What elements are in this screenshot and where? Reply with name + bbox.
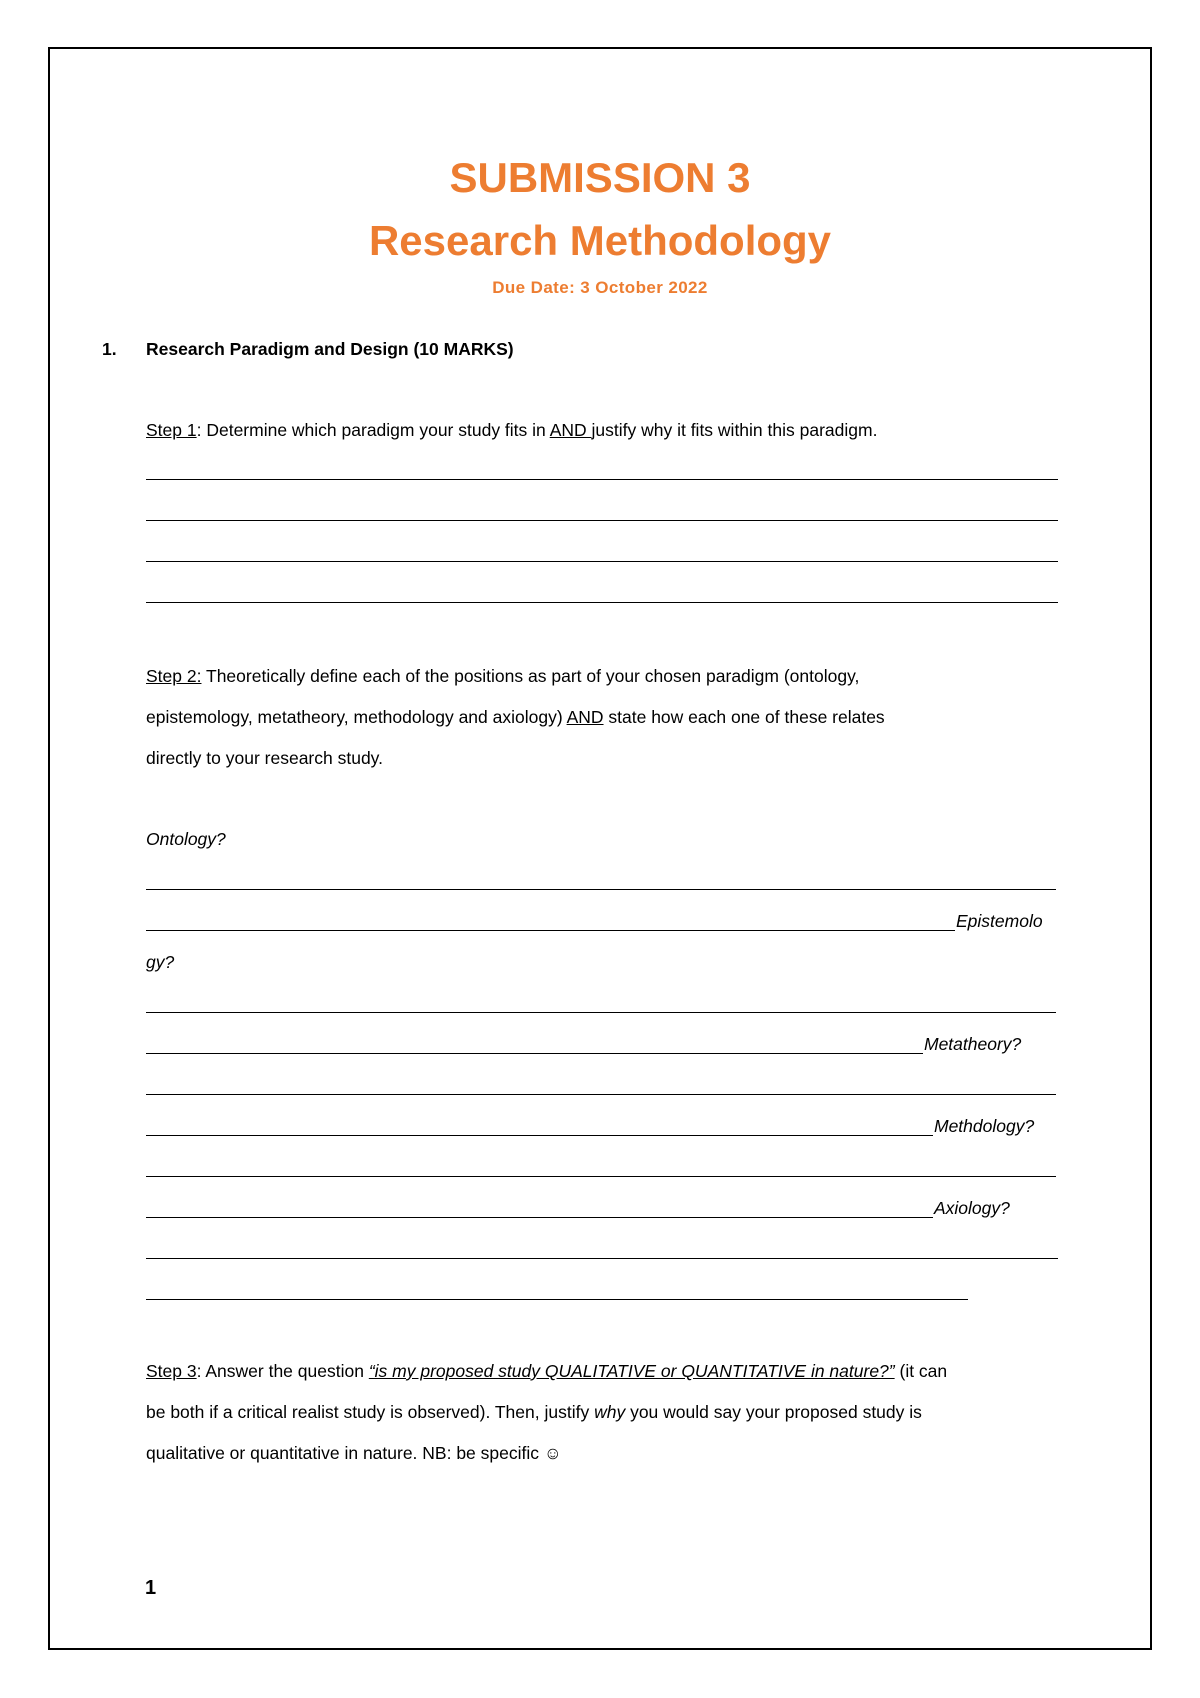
step1-label: Step 1 — [146, 420, 197, 440]
step2-label: Step 2: — [146, 666, 202, 686]
answer-line[interactable] — [146, 479, 1058, 480]
answer-line[interactable] — [146, 1299, 968, 1300]
step2-line3: directly to your research study. — [146, 748, 383, 768]
step1-and: AND — [549, 420, 592, 440]
due-date: Due Date: 3 October 2022 — [492, 278, 708, 297]
step3-text-a: : Answer the question — [196, 1361, 369, 1381]
step1-text-b: justify why it fits within this paradigm. — [591, 420, 878, 440]
step2-text-1: Theoretically define each of the positions as part of your chosen paradigm (ontology, — [201, 666, 860, 686]
answer-line[interactable] — [146, 889, 1056, 890]
ontology-label: Ontology? — [146, 829, 226, 849]
step3-line3: qualitative or quantitative in nature. NB: be specific ☺ — [146, 1443, 562, 1463]
step2-line2 — [146, 705, 885, 729]
answer-line[interactable] — [146, 1176, 1056, 1177]
page-number: 1 — [145, 1577, 157, 1599]
step3-why: why — [594, 1402, 626, 1422]
epistemology-label-b: gy? — [146, 952, 175, 972]
answer-line[interactable] — [146, 1258, 1058, 1259]
answer-line[interactable] — [146, 1094, 1056, 1095]
step3-question: “is my proposed study QUALITATIVE or QUANTITATIVE in nature?” — [368, 1361, 895, 1381]
step3-text-2b: you would say your proposed study is — [625, 1402, 922, 1422]
answer-line[interactable] — [146, 1135, 933, 1136]
step3-text-b: (it can — [894, 1361, 948, 1381]
methodology-label: Methdology? — [934, 1116, 1035, 1136]
step2-text-2a: epistemology, metatheory, methodology and axiology) — [146, 707, 567, 727]
page-title: SUBMISSION 3 — [449, 154, 751, 201]
answer-line[interactable] — [146, 561, 1058, 562]
axiology-label: Axiology? — [934, 1198, 1010, 1218]
section-number: 1. — [102, 339, 117, 359]
answer-line[interactable] — [146, 520, 1058, 521]
answer-line[interactable] — [146, 930, 955, 931]
metatheory-label: Metatheory? — [924, 1034, 1022, 1054]
step2-line1 — [146, 664, 859, 688]
answer-line[interactable] — [146, 602, 1058, 603]
step3-line1 — [146, 1359, 947, 1383]
answer-line[interactable] — [146, 1012, 1056, 1013]
step2-and: AND — [566, 707, 604, 727]
epistemology-label-a: Epistemolo — [956, 911, 1043, 931]
page-subtitle: Research Methodology — [368, 217, 832, 264]
step3-label: Step 3 — [146, 1361, 197, 1381]
step2-text-2b: state how each one of these relates — [603, 707, 885, 727]
step3-line2 — [146, 1400, 922, 1424]
step3-text-2a: be both if a critical realist study is observed). Then, justify — [146, 1402, 595, 1422]
answer-line[interactable] — [146, 1217, 933, 1218]
step1-instruction — [146, 418, 877, 442]
section-heading: Research Paradigm and Design (10 MARKS) — [146, 339, 514, 359]
answer-line[interactable] — [146, 1053, 923, 1054]
step1-text-a: : Determine which paradigm your study fits in — [196, 420, 550, 440]
